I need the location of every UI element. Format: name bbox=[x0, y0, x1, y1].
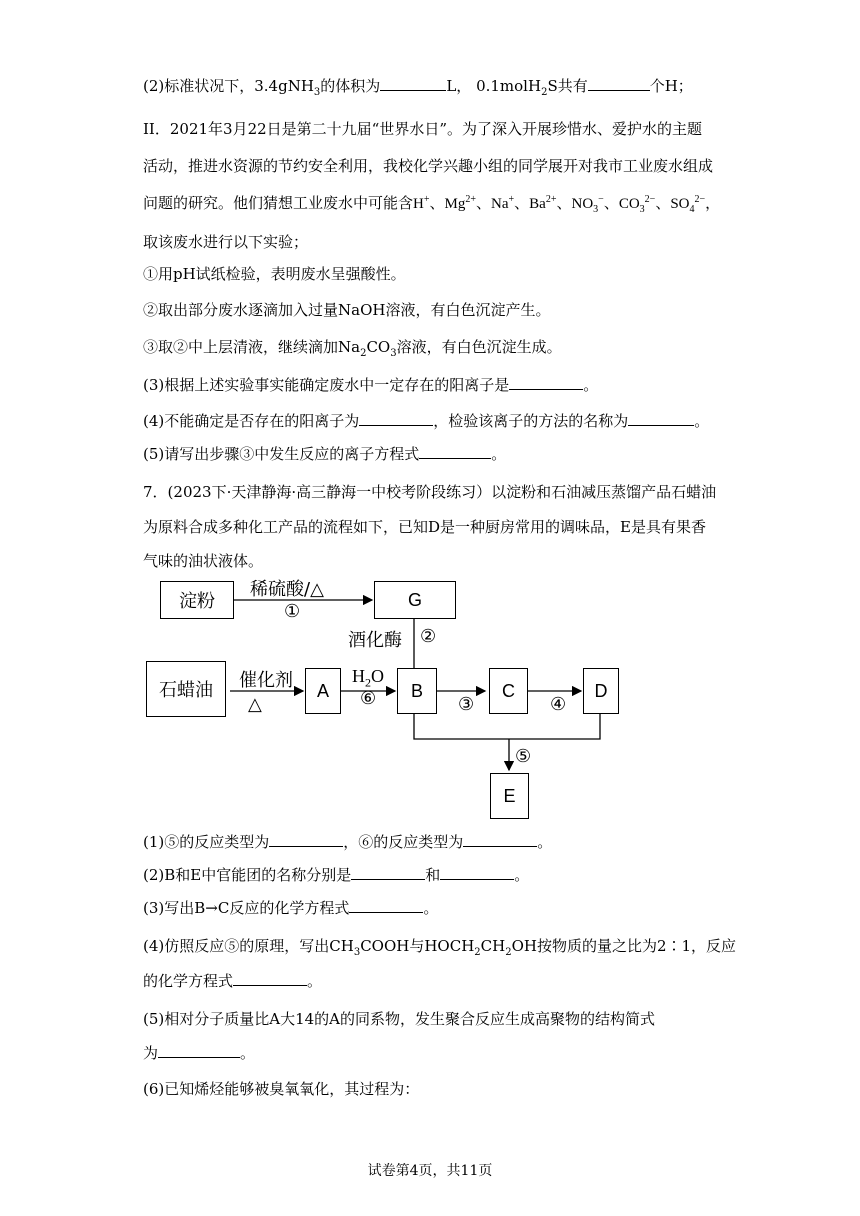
reagent-catalyst: 催化剂 bbox=[239, 670, 293, 691]
q6-part5: (5)请写出步骤③中发生反应的离子方程式 。 bbox=[143, 445, 507, 463]
q7-heading-line3: 气味的油状液体。 bbox=[143, 552, 264, 570]
node-d: D bbox=[583, 668, 619, 714]
answer-blank[interactable] bbox=[359, 411, 433, 426]
node-b: B bbox=[397, 668, 437, 714]
answer-blank[interactable] bbox=[233, 971, 307, 986]
q6-section-ii-line3: 问题的研究。他们猜想工业废水中可能含H+、$Mg^{2+}$、Na+、$Ba^{2+}$、$NO_3^-$、$CO_3^{2-}$、$SO_4^{2-}$， bbox=[143, 194, 721, 215]
q7-part5-line2: 为 。 bbox=[143, 1044, 256, 1062]
q7-part3: (3)写出B→C反应的化学方程式 。 bbox=[143, 899, 439, 917]
step-3-label: ③ bbox=[458, 694, 475, 715]
q6-experiment-3: ③取②中上层清液，继续滴加$Na_2CO_3$溶液，有白色沉淀生成。 bbox=[143, 338, 562, 359]
step-2-label: ② bbox=[420, 626, 437, 647]
q6-experiment-2: ②取出部分废水逐滴加入过量NaOH溶液，有白色沉淀产生。 bbox=[143, 301, 551, 319]
q7-part6: (6)已知烯烃能够被臭氧氧化，其过程为： bbox=[143, 1080, 420, 1098]
reagent-dilute-sulfuric-acid: 稀硫酸/△ bbox=[250, 579, 324, 600]
connector-b-d bbox=[414, 712, 600, 739]
answer-blank[interactable] bbox=[158, 1043, 240, 1058]
step-4-label: ④ bbox=[550, 694, 567, 715]
q6-section-ii-line1: II．2021年3月22日是第二十九届“世界水日”。为了深入开展珍惜水、爱护水的主题 bbox=[143, 120, 702, 138]
heat-symbol: △ bbox=[248, 694, 262, 715]
node-a: A bbox=[305, 668, 341, 714]
answer-blank[interactable] bbox=[269, 832, 343, 847]
reaction-flow-diagram bbox=[140, 570, 660, 830]
reagent-zymase: 酒化酶 bbox=[348, 630, 402, 651]
q6-part3: (3)根据上述实验事实能确定废水中一定存在的阳离子是 。 bbox=[143, 376, 599, 394]
q7-part4-line2: 的化学方程式 。 bbox=[143, 972, 323, 990]
answer-blank[interactable] bbox=[440, 865, 514, 880]
page-footer: 试卷第4页，共11页 bbox=[367, 1163, 493, 1179]
ion-list: H+、$Mg^{2+}$、Na+、$Ba^{2+}$、$NO_3^-$、$CO_3^{2-}$、$SO_4^{2-}$， bbox=[413, 194, 721, 215]
node-c: C bbox=[489, 668, 528, 714]
q6-part4: (4)不能确定是否存在的阳离子为 ，检验该离子的方法的名称为 。 bbox=[143, 412, 710, 430]
q7-heading-line2: 为原料合成多种化工产品的流程如下，已知D是一种厨房常用的调味品，E是具有果香 bbox=[143, 518, 706, 536]
node-e: E bbox=[490, 773, 529, 819]
answer-blank[interactable] bbox=[509, 375, 583, 390]
reagent-water: $H_2O$ bbox=[352, 666, 384, 690]
q6-section-ii-line4: 取该废水进行以下实验； bbox=[143, 233, 309, 251]
answer-blank[interactable] bbox=[349, 898, 423, 913]
node-g: G bbox=[374, 581, 456, 619]
step-5-label: ⑤ bbox=[515, 746, 532, 767]
q7-part1: (1)⑤的反应类型为 ，⑥的反应类型为 。 bbox=[143, 833, 553, 851]
q7-heading-line1: 7．(2023下·天津静海·高三静海一中校考阶段练习）以淀粉和石油减压蒸馏产品石蜡油 bbox=[143, 483, 717, 501]
answer-blank[interactable] bbox=[380, 76, 446, 91]
answer-blank[interactable] bbox=[628, 411, 694, 426]
q7-part4: (4)仿照反应⑤的原理，写出$CH_3COOH$与$HOCH_2CH_2OH$按物质的量之比为2∶1，反应 bbox=[143, 937, 737, 958]
answer-blank[interactable] bbox=[463, 832, 537, 847]
answer-blank[interactable] bbox=[588, 76, 650, 91]
q7-part5: (5)相对分子质量比A大14的A的同系物，发生聚合反应生成高聚物的结构简式 bbox=[143, 1010, 656, 1028]
q7-part2: (2)B和E中官能团的名称分别是 和 。 bbox=[143, 866, 530, 884]
q6-experiment-1: ①用pH试纸检验，表明废水呈强酸性。 bbox=[143, 265, 406, 283]
answer-blank[interactable] bbox=[419, 444, 491, 459]
node-starch: 淀粉 bbox=[160, 581, 234, 619]
node-paraffin-oil: 石蜡油 bbox=[146, 661, 226, 717]
answer-blank[interactable] bbox=[351, 865, 425, 880]
step-1-label: ① bbox=[284, 601, 301, 622]
q6-section-ii-line2: 活动，推进水资源的节约安全利用，我校化学兴趣小组的同学展开对我市工业废水组成 bbox=[143, 157, 714, 175]
step-6-label: ⑥ bbox=[360, 688, 377, 709]
q6-part2: (2)标准状况下，3.4gNH$_3$的体积为 L， 0.1molH$_2$S共有 个H； bbox=[143, 77, 693, 98]
